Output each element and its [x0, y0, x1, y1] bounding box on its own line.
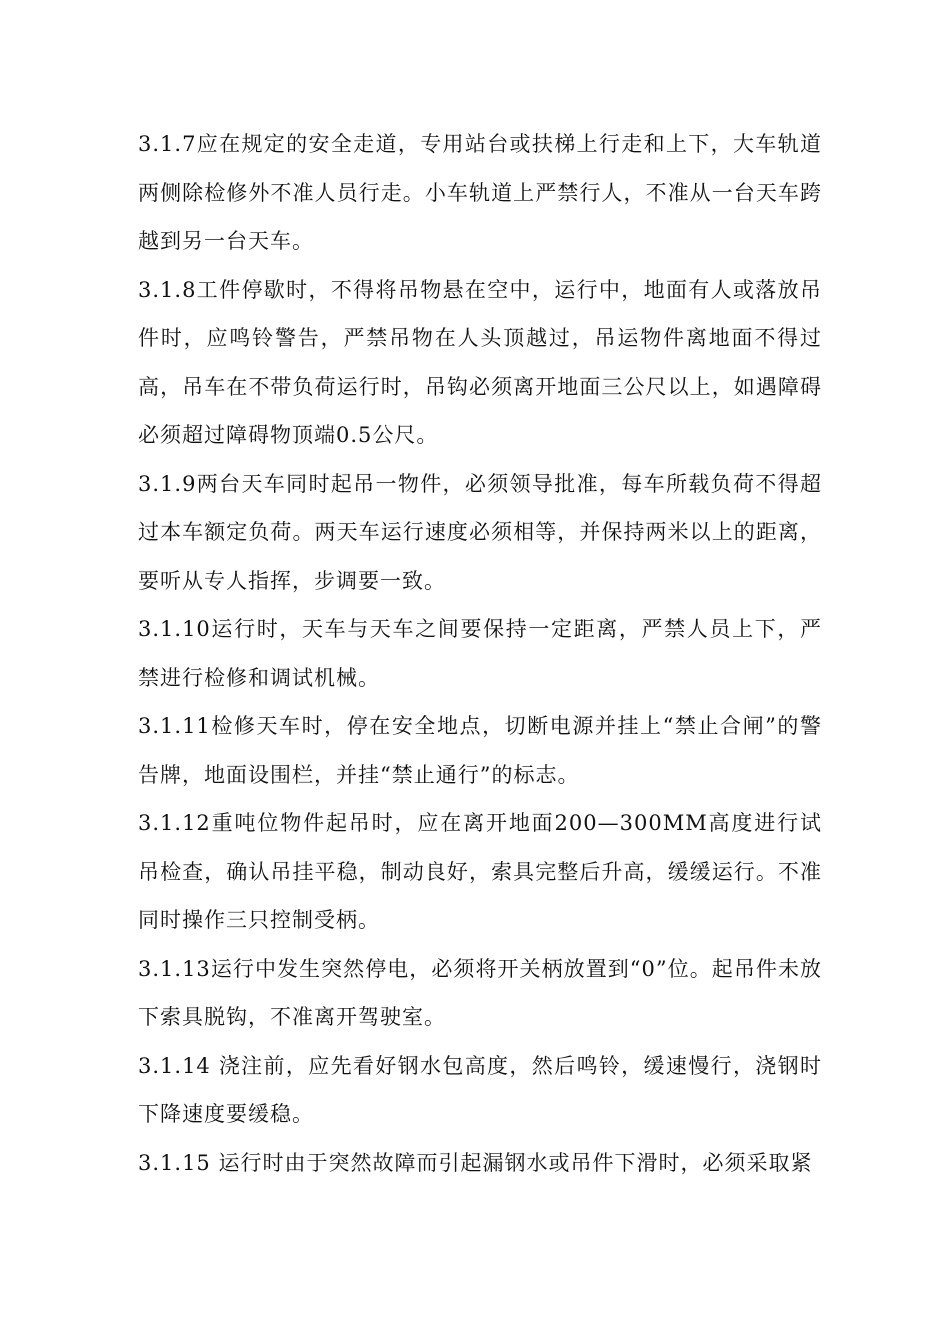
clause-3-1-7: 3.1.7应在规定的安全走道，专用站台或扶梯上行走和上下，大车轨道两侧除检修外不准人员行走。小车轨道上严禁行人，不准从一台天车跨越到另一台天车。 [138, 132, 822, 253]
clause-3-1-8: 3.1.8工件停歇时，不得将吊物悬在空中，运行中，地面有人或落放吊件时，应鸣铃警告，严禁吊物在人头顶越过，吊运物件离地面不得过高，吊车在不带负荷运行时，吊钩必须离开地面三公尺以上，如遇障碍必须超过障碍物顶端0.5公尺。 [138, 277, 822, 447]
clause-3-1-13: 3.1.13运行中发生突然停电，必须将开关柄放置到“0”位。起吊件未放下索具脱钩，不准离开驾驶室。 [138, 956, 822, 1029]
clause-3-1-11: 3.1.11检修天车时，停在安全地点，切断电源并挂上“禁止合闸”的警告牌，地面设围栏，并挂“禁止通行”的标志。 [138, 714, 822, 787]
clause-3-1-10: 3.1.10运行时，天车与天车之间要保持一定距离，严禁人员上下，严禁进行检修和调试机械。 [138, 617, 822, 690]
clause-3-1-12: 3.1.12重吨位物件起吊时，应在离开地面200—300MM高度进行试吊检查，确认吊挂平稳，制动良好，索具完整后升高，缓缓运行。不准同时操作三只控制受柄。 [138, 811, 822, 932]
document-body [138, 120, 822, 1187]
clause-3-1-15: 3.1.15 运行时由于突然故障而引起漏钢水或吊件下滑时，必须采取紧 [138, 1150, 813, 1175]
clause-3-1-14: 3.1.14 浇注前，应先看好钢水包高度，然后鸣铃，缓速慢行，浇钢时下降速度要缓稳。 [138, 1053, 822, 1126]
clause-3-1-9: 3.1.9两台天车同时起吊一物件，必须领导批准，每车所载负荷不得超过本车额定负荷。两天车运行速度必须相等，并保持两米以上的距离，要听从专人指挥，步调要一致。 [138, 471, 822, 593]
